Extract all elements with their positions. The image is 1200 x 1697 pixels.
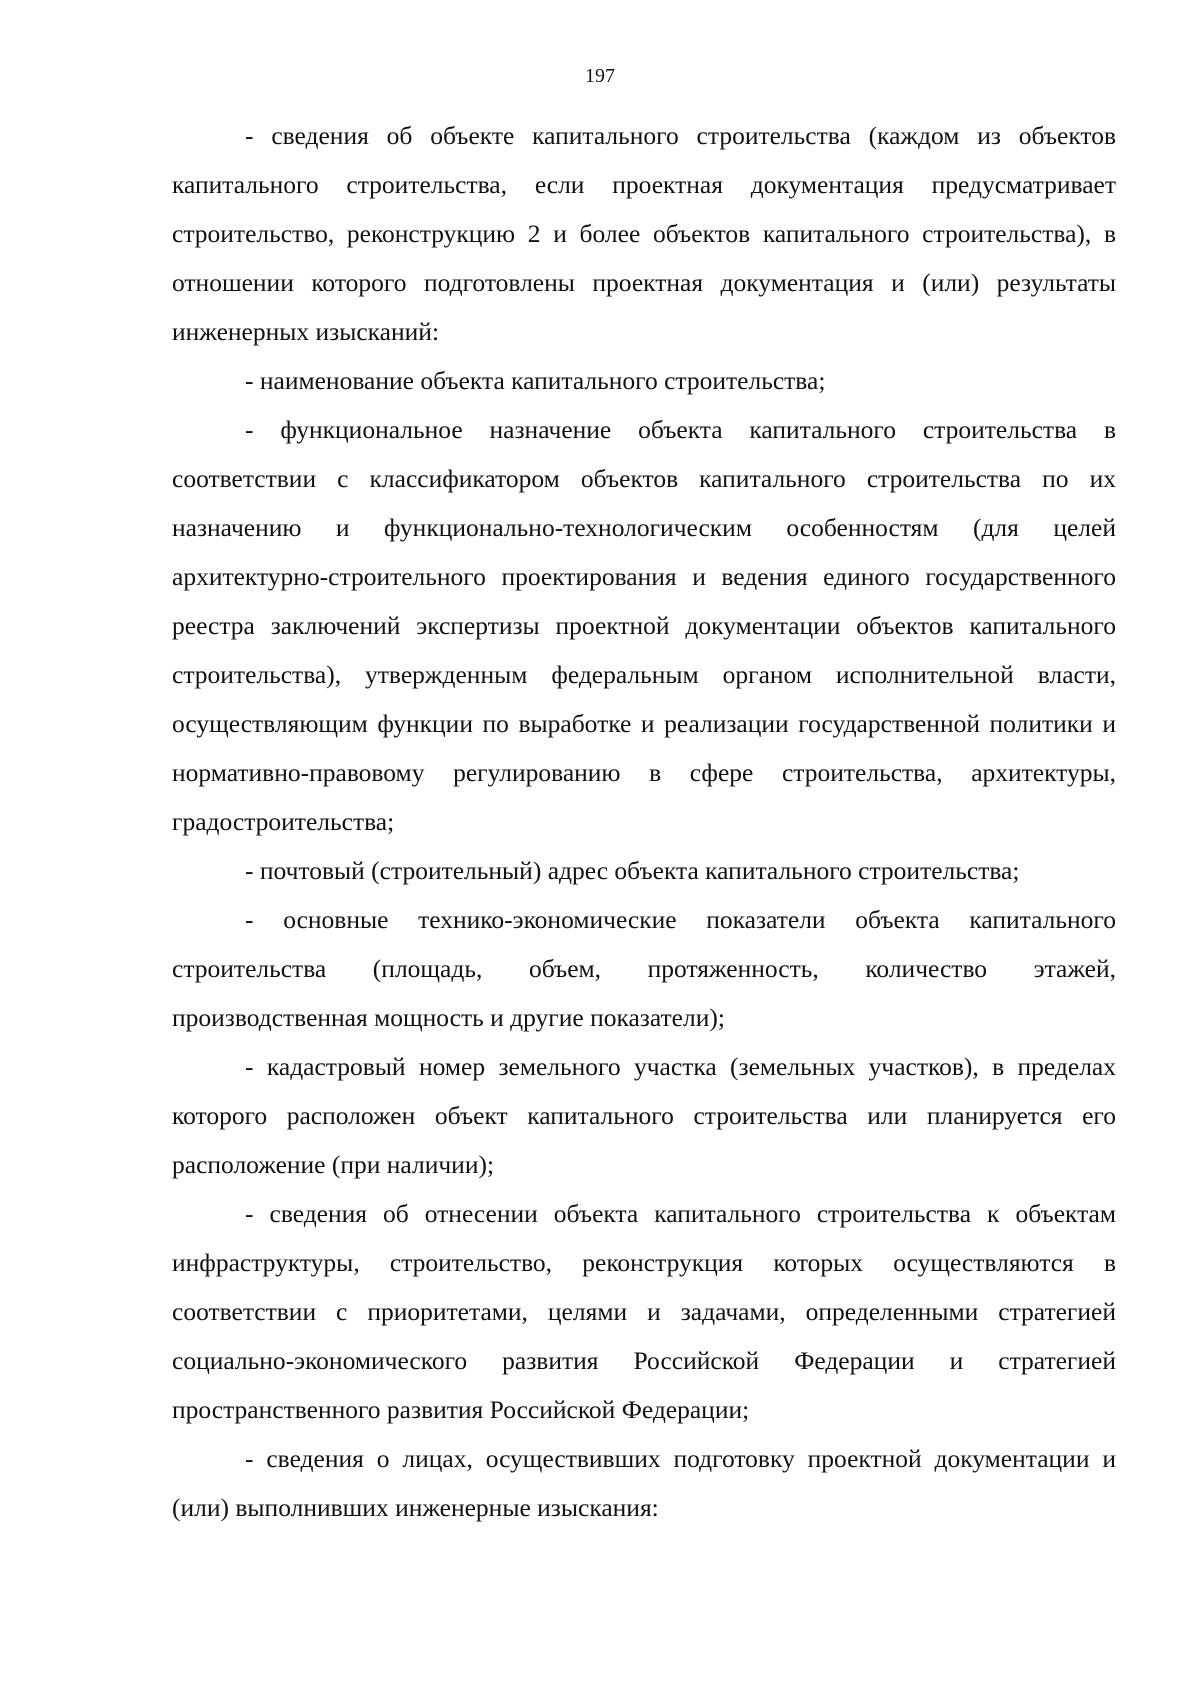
paragraph-technical-indicators: - основные технико-экономические показатели объекта капитального строительства (площадь, объем, протяженность, количество этажей, производственная мощность и другие показатели);: [172, 905, 1116, 1032]
paragraph-object-info: - сведения об объекте капитального строительства (каждом из объектов капитального строительства, если проектная документация предусматривает строительство, реконструкцию 2 и более объектов капитального строительства), в отношении которого подготовлены проектная документация и (или) результаты инженерных изысканий:: [172, 121, 1116, 346]
paragraph-functional-purpose: - функциональное назначение объекта капитального строительства в соответствии с классификатором объектов капитального строительства по их назначению и функционально-технологическим особенностям (для целей архитектурно-строительного проектирования и ведения единого государственного реестра заключений экспертизы проектной документации объектов капитального строительства), утвержденным федеральным органом исполнительной власти, осуществляющим функции по выработке и реализации государственной политики и нормативно-правовому регулированию в сфере строительства, архитектуры, градостроительства;: [172, 415, 1116, 836]
page-number: 197: [585, 65, 615, 87]
document-body: [172, 111, 1116, 1532]
paragraph-persons-info: - сведения о лицах, осуществивших подготовку проектной документации и (или) выполнивших инженерные изыскания:: [172, 1444, 1116, 1522]
paragraph-postal-address: - почтовый (строительный) адрес объекта капитального строительства;: [245, 856, 1020, 885]
paragraph-object-name: - наименование объекта капитального строительства;: [245, 366, 826, 395]
paragraph-infrastructure-info: - сведения об отнесении объекта капитального строительства к объектам инфраструктуры, строительство, реконструкция которых осуществляются в соответствии с приоритетами, целями и задачами, определенными стратегией социально-экономического развития Российской Федерации и стратегией пространственного развития Российской Федерации;: [172, 1199, 1116, 1424]
paragraph-cadastral-number: - кадастровый номер земельного участка (земельных участков), в пределах которого расположен объект капитального строительства или планируется его расположение (при наличии);: [172, 1052, 1116, 1179]
